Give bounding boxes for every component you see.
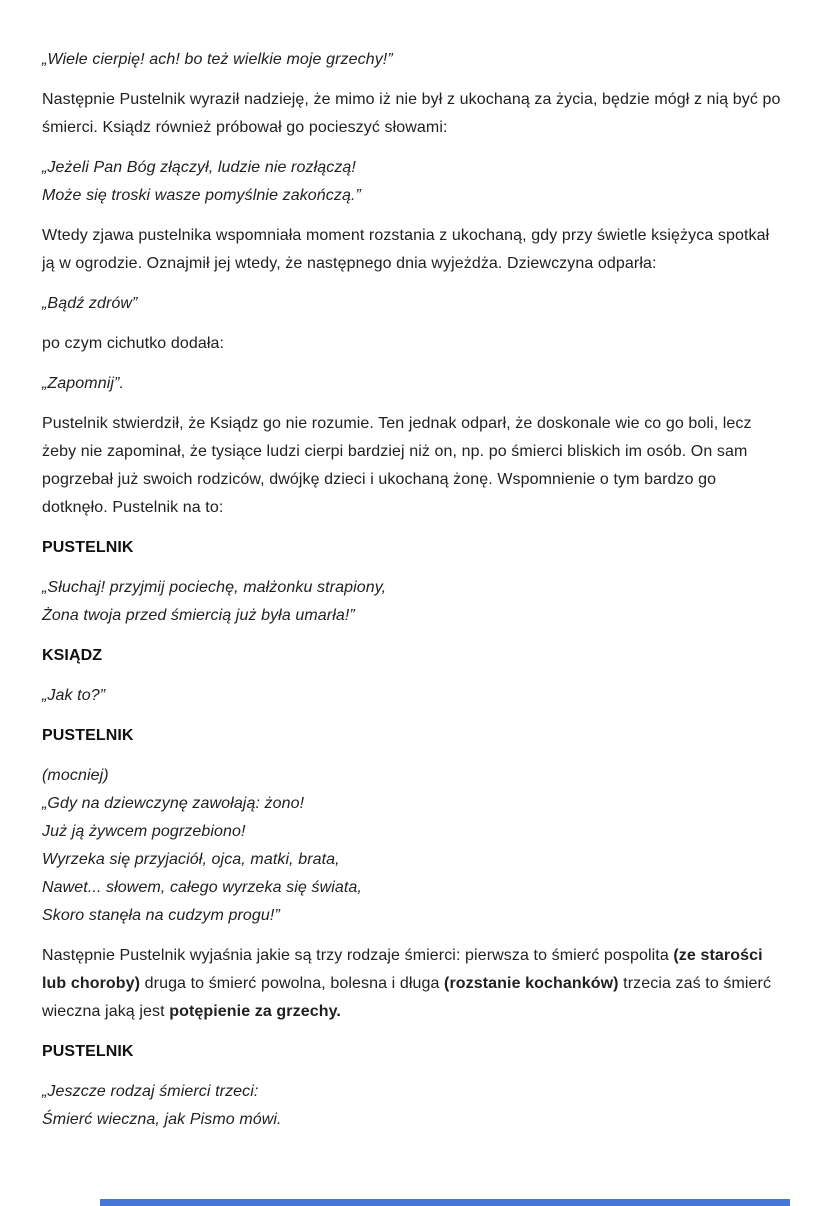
verse-line: „Jeżeli Pan Bóg złączył, ludzie nie rozłączą! — [42, 159, 356, 176]
bottom-partial-blue-bar — [100, 1199, 790, 1206]
bold-phrase: potępienie za grzechy. — [169, 1003, 341, 1020]
quote-line: „Bądź zdrów” — [42, 295, 138, 312]
speaker-heading-ksiadz: KSIĄDZ — [42, 647, 103, 664]
quote-line: „Wiele cierpię! ach! bo też wielkie moje grzechy!” — [42, 51, 393, 68]
verse-quote — [42, 1078, 785, 1134]
speaker-heading-pustelnik: PUSTELNIK — [42, 1043, 134, 1060]
paragraph-text: trzecia zaś to śmierć wieczna jaką jest — [42, 975, 772, 1020]
verse-line: „Słuchaj! przyjmij pociechę, małżonku strapiony, — [42, 579, 387, 596]
speaker-heading-pustelnik: PUSTELNIK — [42, 727, 134, 744]
bold-phrase: (rozstanie kochanków) — [444, 975, 619, 992]
verse-line: „Jeszcze rodzaj śmierci trzeci: — [42, 1083, 259, 1100]
verse-quote — [42, 154, 785, 210]
quote-line: „Jak to?” — [42, 687, 106, 704]
stage-direction: (mocniej) — [42, 767, 109, 784]
paragraph-mixed — [42, 942, 785, 1026]
paragraph-text: Następnie Pustelnik wyjaśnia jakie są trzy rodzaje śmierci: pierwsza to śmierć pospolita — [42, 947, 674, 964]
verse-line: Skoro stanęła na cudzym progu!” — [42, 907, 280, 924]
paragraph-text: druga to śmierć powolna, bolesna i długa — [140, 975, 445, 992]
verse-quote — [42, 574, 785, 630]
verse-line: Śmierć wieczna, jak Pismo mówi. — [42, 1111, 282, 1128]
speaker-heading-pustelnik: PUSTELNIK — [42, 539, 134, 556]
paragraph: Wtedy zjawa pustelnika wspomniała moment rozstania z ukochaną, gdy przy świetle księżyca spotkał ją w ogrodzie. Oznajmił jej wtedy, że następnego dnia wyjeżdża. Dziewczyna odparła: — [42, 227, 770, 272]
verse-line: Żona twoja przed śmiercią już była umarła!” — [42, 607, 355, 624]
paragraph: Następnie Pustelnik wyraził nadzieję, że mimo iż nie był z ukochaną za życia, będzie mógł z nią być po śmierci. Ksiądz również próbował go pocieszyć słowami: — [42, 91, 781, 136]
verse-quote — [42, 762, 785, 930]
verse-line: Może się troski wasze pomyślnie zakończą.” — [42, 187, 361, 204]
verse-line: Już ją żywcem pogrzebiono! — [42, 823, 246, 840]
paragraph: Pustelnik stwierdził, że Ksiądz go nie rozumie. Ten jednak odparł, że doskonale wie co go boli, lecz żeby nie zapominał, że tysiące ludzi cierpi bardziej niż on, np. po śmierci bliskich im osób. On sam pogrzebał już swoich rodziców, dwójkę dzieci i ukochaną żonę. Wspomnienie o tym bardzo go dotknęło. Pustelnik na to: — [42, 415, 752, 516]
quote-line: „Zapomnij”. — [42, 375, 125, 392]
paragraph: po czym cichutko dodała: — [42, 335, 225, 352]
verse-line: Wyrzeka się przyjaciół, ojca, matki, brata, — [42, 851, 340, 868]
verse-line: Nawet... słowem, całego wyrzeka się świata, — [42, 879, 362, 896]
bold-phrase: (ze starości lub choroby) — [42, 947, 763, 992]
verse-line: „Gdy na dziewczynę zawołają: żono! — [42, 795, 305, 812]
